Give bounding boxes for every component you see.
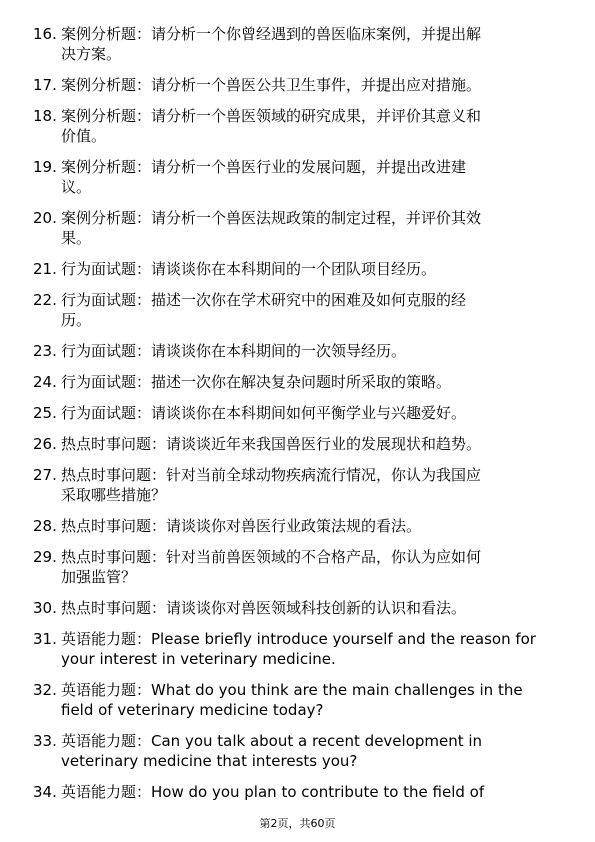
- question-number: 25.: [33, 404, 57, 422]
- question-text-line: 英语能力题：How do you plan to contribute to the field of: [61, 783, 485, 801]
- question-text: [61, 372, 566, 392]
- question-item: [0, 465, 595, 505]
- question-text: [61, 341, 566, 361]
- question-number: 31.: [33, 630, 57, 648]
- question-text-line: veterinary medicine that interests you?: [61, 752, 358, 770]
- question-item: [0, 290, 595, 330]
- question-number: 32.: [33, 681, 57, 699]
- question-text-line: 决方案。: [61, 45, 122, 63]
- question-text-line: 英语能力题：Can you talk about a recent development in: [61, 732, 483, 750]
- question-item: [0, 372, 595, 392]
- question-text: [61, 465, 566, 505]
- question-text: [61, 598, 566, 618]
- question-text: [61, 403, 566, 423]
- question-number: 28.: [33, 517, 57, 535]
- question-item: [0, 24, 595, 64]
- question-text-line: 案例分析题：请分析一个你曾经遇到的兽医临床案例，并提出解: [61, 25, 482, 43]
- question-item: [0, 629, 595, 669]
- question-number: 24.: [33, 373, 57, 391]
- question-item: [0, 341, 595, 361]
- question-text-line: 案例分析题：请分析一个兽医公共卫生事件，并提出应对措施。: [61, 76, 482, 94]
- question-text: [61, 516, 566, 536]
- question-text-line: 热点时事问题：针对当前全球动物疾病流行情况，你认为我国应: [61, 466, 482, 484]
- question-text-line: your interest in veterinary medicine.: [61, 650, 336, 668]
- question-number: 29.: [33, 548, 57, 566]
- question-text: [61, 106, 566, 146]
- question-text: [61, 259, 566, 279]
- question-number: 23.: [33, 342, 57, 360]
- question-text: [61, 680, 566, 720]
- question-text-line: 热点时事问题：请谈谈你对兽医行业政策法规的看法。: [61, 517, 422, 535]
- question-text-line: 加强监管？: [61, 568, 137, 586]
- question-text-line: 热点时事问题：请谈谈你对兽医领域科技创新的认识和看法。: [61, 599, 467, 617]
- question-item: [0, 259, 595, 279]
- question-text: [61, 24, 566, 64]
- question-text: [61, 547, 566, 587]
- question-number: 19.: [33, 158, 57, 176]
- question-item: [0, 208, 595, 248]
- question-text-line: 行为面试题：请谈谈你在本科期间的一次领导经历。: [61, 342, 407, 360]
- question-item: [0, 598, 595, 618]
- question-text-line: 果。: [61, 229, 92, 247]
- question-text: [61, 157, 566, 197]
- question-text-line: 案例分析题：请分析一个兽医领域的研究成果，并评价其意义和: [61, 107, 482, 125]
- question-text: [61, 75, 566, 95]
- question-text-line: 热点时事问题：针对当前兽医领域的不合格产品，你认为应如何: [61, 548, 482, 566]
- question-item: [0, 547, 595, 587]
- question-text: [61, 434, 566, 454]
- page-footer: [0, 817, 595, 831]
- question-list: [0, 24, 595, 813]
- question-number: 26.: [33, 435, 57, 453]
- question-text-line: 行为面试题：请谈谈你在本科期间的一个团队项目经历。: [61, 260, 437, 278]
- question-number: 30.: [33, 599, 57, 617]
- question-number: 20.: [33, 209, 57, 227]
- question-text-line: 案例分析题：请分析一个兽医法规政策的制定过程，并评价其效: [61, 209, 482, 227]
- question-text: [61, 290, 566, 330]
- question-number: 34.: [33, 783, 57, 801]
- question-item: [0, 403, 595, 423]
- question-item: [0, 731, 595, 771]
- question-text-line: 案例分析题：请分析一个兽医行业的发展问题，并提出改进建: [61, 158, 467, 176]
- question-item: [0, 157, 595, 197]
- question-text-line: 行为面试题：描述一次你在解决复杂问题时所采取的策略。: [61, 373, 452, 391]
- question-item: [0, 434, 595, 454]
- question-text: [61, 782, 566, 802]
- question-number: 18.: [33, 107, 57, 125]
- question-item: [0, 782, 595, 802]
- question-number: 22.: [33, 291, 57, 309]
- question-text: [61, 731, 566, 771]
- question-item: [0, 75, 595, 95]
- question-number: 27.: [33, 466, 57, 484]
- question-item: [0, 106, 595, 146]
- question-text-line: 热点时事问题：请谈谈近年来我国兽医行业的发展现状和趋势。: [61, 435, 482, 453]
- question-number: 21.: [33, 260, 57, 278]
- question-text-line: 行为面试题：请谈谈你在本科期间如何平衡学业与兴趣爱好。: [61, 404, 467, 422]
- question-text-line: 英语能力题：Please briefly introduce yourself and the reason for: [61, 630, 536, 648]
- question-text-line: 英语能力题：What do you think are the main challenges in the: [61, 681, 523, 699]
- question-item: [0, 516, 595, 536]
- question-text-line: 议。: [61, 178, 92, 196]
- question-text-line: 历。: [61, 311, 92, 329]
- question-item: [0, 680, 595, 720]
- question-number: 33.: [33, 732, 57, 750]
- question-text: [61, 208, 566, 248]
- question-text-line: 价值。: [61, 127, 107, 145]
- question-text-line: field of veterinary medicine today?: [61, 701, 324, 719]
- question-text: [61, 629, 566, 669]
- question-text-line: 行为面试题：描述一次你在学术研究中的困难及如何克服的经: [61, 291, 467, 309]
- question-text-line: 采取哪些措施？: [61, 486, 167, 504]
- page-number-label: 第2页，共60页: [259, 817, 336, 830]
- question-number: 16.: [33, 25, 57, 43]
- question-number: 17.: [33, 76, 57, 94]
